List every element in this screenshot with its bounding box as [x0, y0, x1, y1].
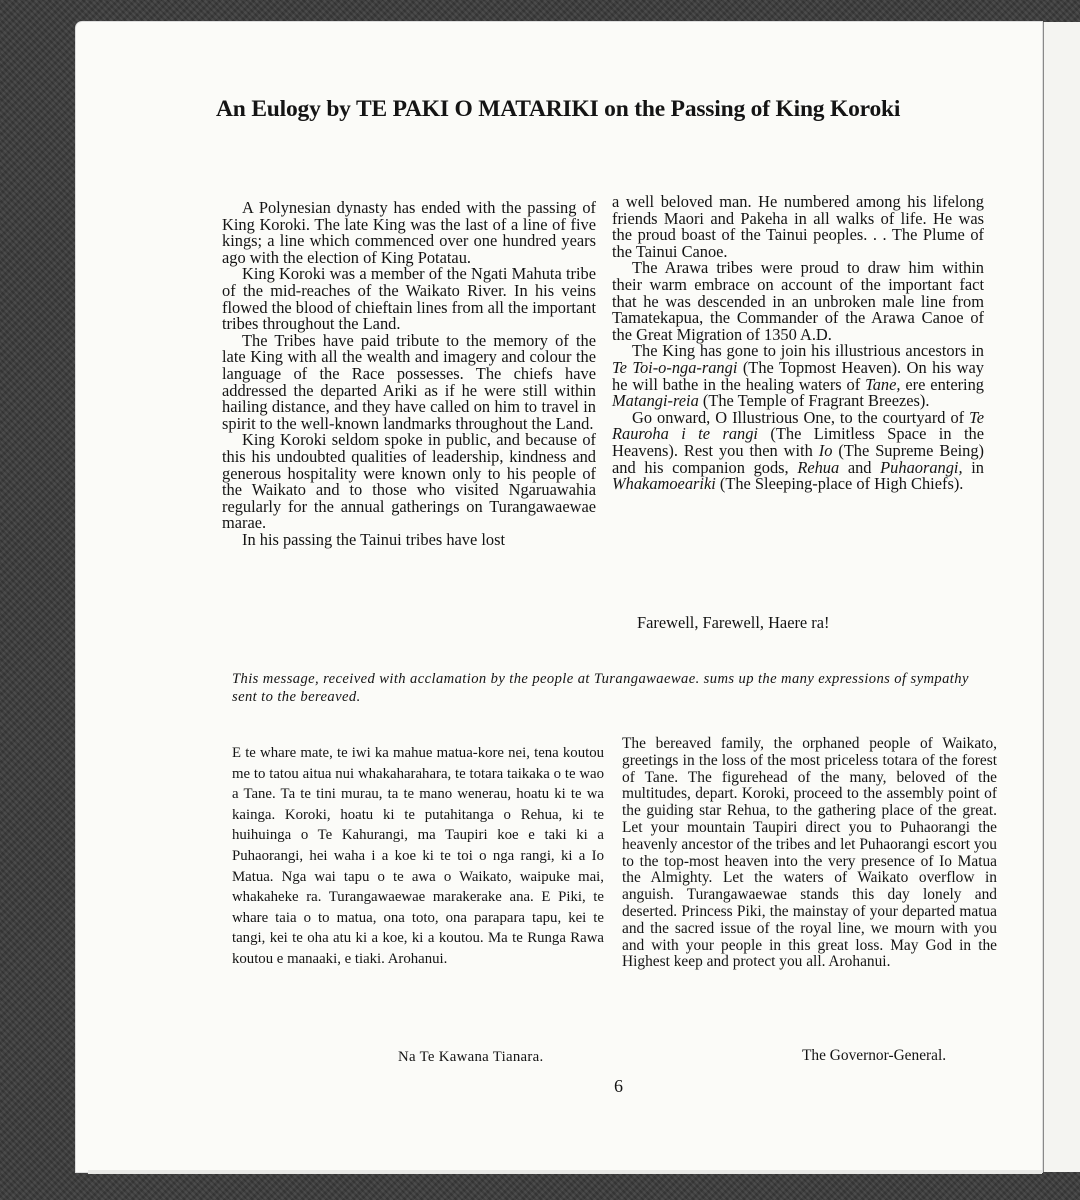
paragraph: The Arawa tribes were proud to draw him within their warm embrace on account of the important fact that he was descended in an unbroken male line from Tamatekapua, the Commander of the Arawa Canoe of the Great Migration of 1350 A.D. [612, 258, 984, 344]
paragraph: King Koroki was a member of the Ngati Mahuta tribe of the mid-reaches of the Waikato River. In his veins flowed the blood of chieftain lines from all the important tribes throughout the Land. [222, 264, 596, 334]
paragraph: A Polynesian dynasty has ended with the passing of King Koroki. The late King was the last of a line of five kings; a line which commenced over one hundred years ago with the election of King Potatau. [222, 198, 596, 267]
paragraph: a well beloved man. He numbered among his lifelong friends Maori and Pakeha in all walks of life. He was the proud boast of the Tainui peoples. . . The Plume of the Tainui Canoe. [612, 192, 984, 261]
paragraph: In his passing the Tainui tribes have lost [242, 529, 506, 549]
article-title: An Eulogy by TE PAKI O MATARIKI on the Passing of King Koroki [216, 96, 901, 122]
english-signature: The Governor-General. [802, 1047, 947, 1064]
english-translation: The bereaved family, the orphaned people of Waikato, greetings in the loss of the most priceless totara of the forest of Tane. The figurehead of the many, beloved of the multitudes, depart. Koroki, proceed to the assembly point of the guiding star Rehua, to the gathering place of the great. Let your mountain Taupiri direct you to Puhaorangi the heavenly ancestor of the tribes and let Puhaorangi escort you to the top-most heaven into the very presence of Io Matua the Almighty. Let the waters of Waikato overflow in anguish. Turangawaewae stands this day lonely and deserted. Princess Piki, the mainstay of your departed matua and the sacred issue of the royal line, we mourn with you and with your people in this great loss. May God in the Highest keep and protect you all. Arohanui. [622, 735, 997, 971]
page-number: 6 [614, 1076, 623, 1096]
message-caption: This message, received with acclamation by the people at Turangawaewae. sums up the many expressions of sympathy sent to the bereaved. [232, 671, 969, 705]
column-left [222, 200, 596, 548]
column-right [612, 194, 984, 493]
paragraph: Go onward, O Illustrious One, to the courtyard of Te Rauroha i te rangi (The Limitless Space in the Heavens). Rest you then with Io (The Supreme Being) and his companion gods, Rehua and Puhaorangi, in Whakamoeariki (The Sleeping-place of High Chiefs). [612, 407, 984, 494]
paragraph: The Tribes have paid tribute to the memory of the late King with all the wealth and imagery and colour the language of the Race possesses. The chiefs have addressed the departed Ariki as if he were still within hailing distance, and they have called on him to travel in spirit to the well-known landmarks throughout the Land. [222, 330, 596, 433]
paragraph: The King has gone to join his illustrious ancestors in Te Toi-o-nga-rangi (The Topmost Heaven). On his way he will bathe in the healing waters of Tane, ere entering Matangi-reia (The Temple of Fragrant Breezes). [612, 341, 984, 411]
paragraph: King Koroki seldom spoke in public, and because of this his undoubted qualities of leadership, kindness and generous hospitality were known only to his people of the Waikato and to those who visited Ngaruawahia regularly for the annual gatherings on Turangawaewae marae. [222, 430, 596, 533]
maori-message: E te whare mate, te iwi ka mahue matua-kore nei, tena koutou me to tatou aitua nui whakaharahara, te totara taikaka o te wao a Tane. Ta te tini murau, ta te mano wenerau, hoatu ki te wa kainga. Koroki, hoatu ki te putahitanga o Rehua, ki te huihuinga o Te Kahurangi, ma Taupiri koe e taki ki a Puhaorangi, hei waha i a koe ki te toi o nga rangi, ki a Io Matua. Nga wai tapu o te awa o Waikato, waipuke mai, whakaheke ra. Turangawaewae marakerake ana. E Piki, te whare taia o to matua, ona toto, ona parapara tapu, kei te tangi, kei te oha atu ki a koe, ki a koutou. Ma te Runga Rawa koutou e manaaki, e tiaki. Arohanui. [232, 745, 604, 967]
farewell-line: Farewell, Farewell, Haere ra! [637, 613, 830, 632]
page-bottom-edge [88, 1170, 1042, 1174]
maori-signature: Na Te Kawana Tianara. [398, 1049, 544, 1065]
next-page-edge [1042, 22, 1080, 1172]
